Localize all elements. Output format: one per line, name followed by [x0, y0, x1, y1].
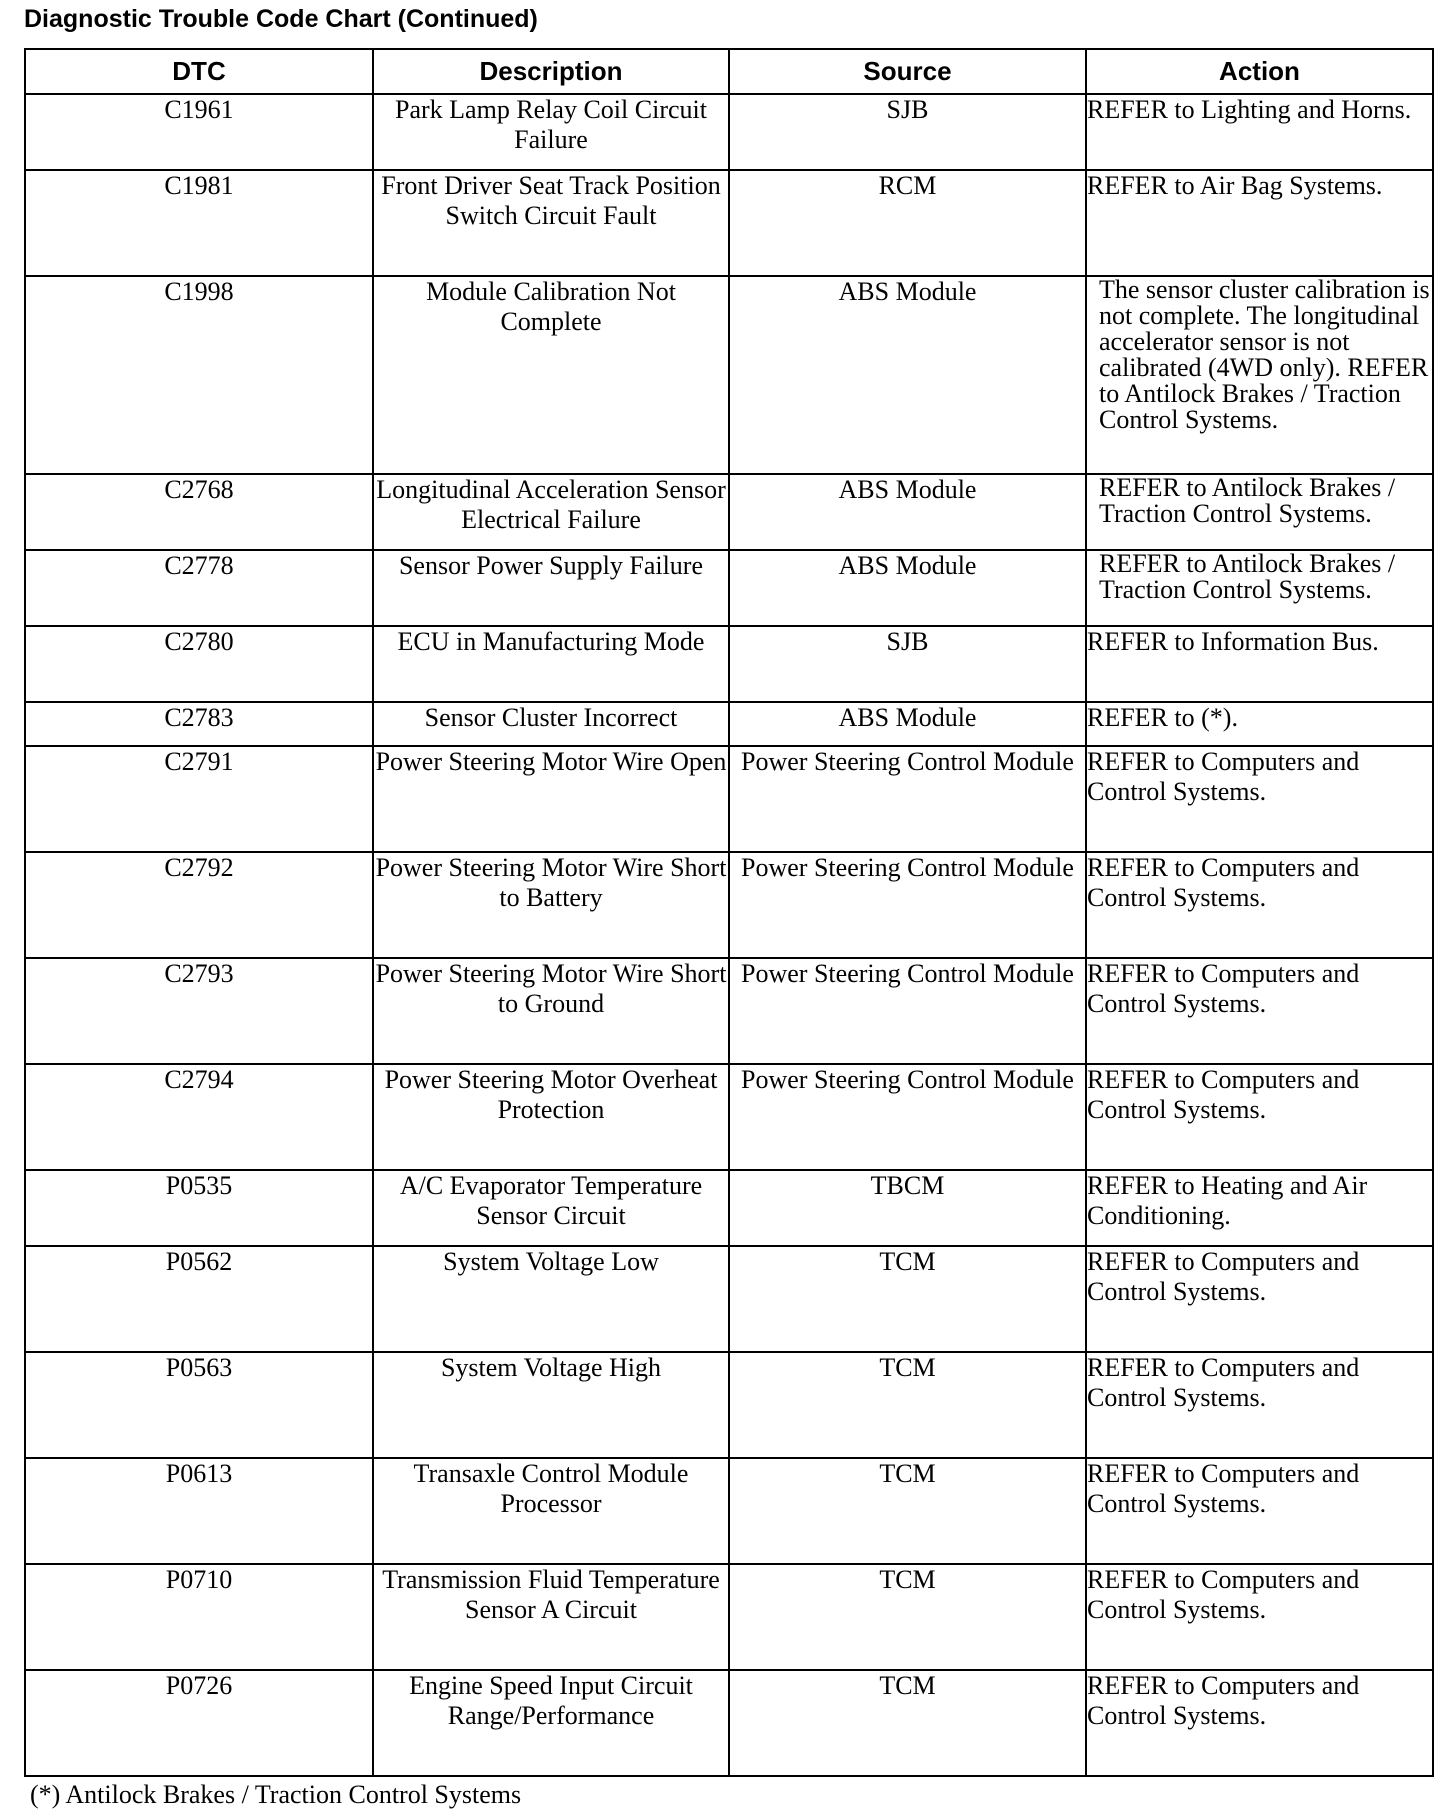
dtc-action: REFER to (*).: [1086, 702, 1433, 746]
dtc-source: ABS Module: [729, 276, 1086, 474]
table-row: [25, 276, 1433, 474]
dtc-description: Power Steering Motor Wire Short to Ground: [373, 958, 729, 1064]
dtc-action: REFER to Antilock Brakes / Traction Control Systems.: [1086, 474, 1433, 550]
dtc-action: REFER to Air Bag Systems.: [1086, 170, 1433, 276]
dtc-code: P0535: [25, 1170, 373, 1246]
dtc-description: Power Steering Motor Wire Open: [373, 746, 729, 852]
dtc-source: Power Steering Control Module: [729, 1064, 1086, 1170]
dtc-description: System Voltage High: [373, 1352, 729, 1458]
table-row: [25, 1564, 1433, 1670]
dtc-code: P0726: [25, 1670, 373, 1776]
dtc-source: ABS Module: [729, 474, 1086, 550]
dtc-action: REFER to Information Bus.: [1086, 626, 1433, 702]
dtc-code: C2791: [25, 746, 373, 852]
dtc-code: C2792: [25, 852, 373, 958]
dtc-action: REFER to Antilock Brakes / Traction Control Systems.: [1086, 550, 1433, 626]
dtc-description: Power Steering Motor Wire Short to Battery: [373, 852, 729, 958]
dtc-action: REFER to Computers and Control Systems.: [1086, 852, 1433, 958]
table-row: [25, 1670, 1433, 1776]
table-row: [25, 958, 1433, 1064]
dtc-code: P0710: [25, 1564, 373, 1670]
dtc-action: REFER to Lighting and Horns.: [1086, 94, 1433, 170]
dtc-code: C1961: [25, 94, 373, 170]
table-row: [25, 702, 1433, 746]
dtc-description: Power Steering Motor Overheat Protection: [373, 1064, 729, 1170]
dtc-action: REFER to Computers and Control Systems.: [1086, 1564, 1433, 1670]
table-row: [25, 852, 1433, 958]
header-action: Action: [1086, 49, 1433, 94]
dtc-source: SJB: [729, 94, 1086, 170]
dtc-description: Front Driver Seat Track Position Switch Circuit Fault: [373, 170, 729, 276]
footnote: (*) Antilock Brakes / Traction Control Systems: [30, 1780, 522, 1809]
table-row: [25, 94, 1433, 170]
dtc-code: C2778: [25, 550, 373, 626]
dtc-description: Transaxle Control Module Processor: [373, 1458, 729, 1564]
dtc-action: REFER to Computers and Control Systems.: [1086, 958, 1433, 1064]
dtc-action: REFER to Heating and Air Conditioning.: [1086, 1170, 1433, 1246]
table-row: [25, 746, 1433, 852]
dtc-action: The sensor cluster calibration is not complete. The longitudinal accelerator sensor is not calibrated (4WD only). REFER to Antilock Brakes / Traction Control Systems.: [1086, 276, 1433, 474]
dtc-code: P0562: [25, 1246, 373, 1352]
table-row: [25, 1352, 1433, 1458]
dtc-description: System Voltage Low: [373, 1246, 729, 1352]
dtc-code: C1981: [25, 170, 373, 276]
dtc-action: REFER to Computers and Control Systems.: [1086, 1458, 1433, 1564]
dtc-source: TBCM: [729, 1170, 1086, 1246]
dtc-source: ABS Module: [729, 702, 1086, 746]
table-row: [25, 1170, 1433, 1246]
table-row: [25, 170, 1433, 276]
dtc-code: P0563: [25, 1352, 373, 1458]
dtc-code: P0613: [25, 1458, 373, 1564]
dtc-source: Power Steering Control Module: [729, 746, 1086, 852]
header-dtc: DTC: [25, 49, 373, 94]
dtc-action: REFER to Computers and Control Systems.: [1086, 746, 1433, 852]
dtc-source: Power Steering Control Module: [729, 852, 1086, 958]
dtc-description: ECU in Manufacturing Mode: [373, 626, 729, 702]
dtc-source: TCM: [729, 1458, 1086, 1564]
dtc-action: REFER to Computers and Control Systems.: [1086, 1064, 1433, 1170]
table-row: [25, 1246, 1433, 1352]
table-row: [25, 550, 1433, 626]
dtc-source: RCM: [729, 170, 1086, 276]
dtc-description: A/C Evaporator Temperature Sensor Circuit: [373, 1170, 729, 1246]
page-title: Diagnostic Trouble Code Chart (Continued): [24, 5, 538, 33]
dtc-description: Module Calibration Not Complete: [373, 276, 729, 474]
dtc-code: C2783: [25, 702, 373, 746]
dtc-code: C1998: [25, 276, 373, 474]
dtc-action: REFER to Computers and Control Systems.: [1086, 1352, 1433, 1458]
dtc-source: TCM: [729, 1670, 1086, 1776]
table-row: [25, 1064, 1433, 1170]
table-header-row: [25, 49, 1433, 94]
dtc-description: Longitudinal Acceleration Sensor Electrical Failure: [373, 474, 729, 550]
dtc-description: Transmission Fluid Temperature Sensor A Circuit: [373, 1564, 729, 1670]
dtc-description: Sensor Cluster Incorrect: [373, 702, 729, 746]
dtc-source: Power Steering Control Module: [729, 958, 1086, 1064]
dtc-table: [24, 48, 1434, 1777]
dtc-code: C2780: [25, 626, 373, 702]
table-row: [25, 626, 1433, 702]
dtc-source: TCM: [729, 1564, 1086, 1670]
table-row: [25, 474, 1433, 550]
dtc-description: Engine Speed Input Circuit Range/Performance: [373, 1670, 729, 1776]
dtc-source: ABS Module: [729, 550, 1086, 626]
dtc-code: C2794: [25, 1064, 373, 1170]
dtc-source: TCM: [729, 1246, 1086, 1352]
dtc-code: C2793: [25, 958, 373, 1064]
dtc-source: TCM: [729, 1352, 1086, 1458]
dtc-code: C2768: [25, 474, 373, 550]
dtc-action: REFER to Computers and Control Systems.: [1086, 1670, 1433, 1776]
dtc-description: Sensor Power Supply Failure: [373, 550, 729, 626]
header-source: Source: [729, 49, 1086, 94]
dtc-source: SJB: [729, 626, 1086, 702]
header-description: Description: [373, 49, 729, 94]
dtc-action: REFER to Computers and Control Systems.: [1086, 1246, 1433, 1352]
dtc-description: Park Lamp Relay Coil Circuit Failure: [373, 94, 729, 170]
table-row: [25, 1458, 1433, 1564]
